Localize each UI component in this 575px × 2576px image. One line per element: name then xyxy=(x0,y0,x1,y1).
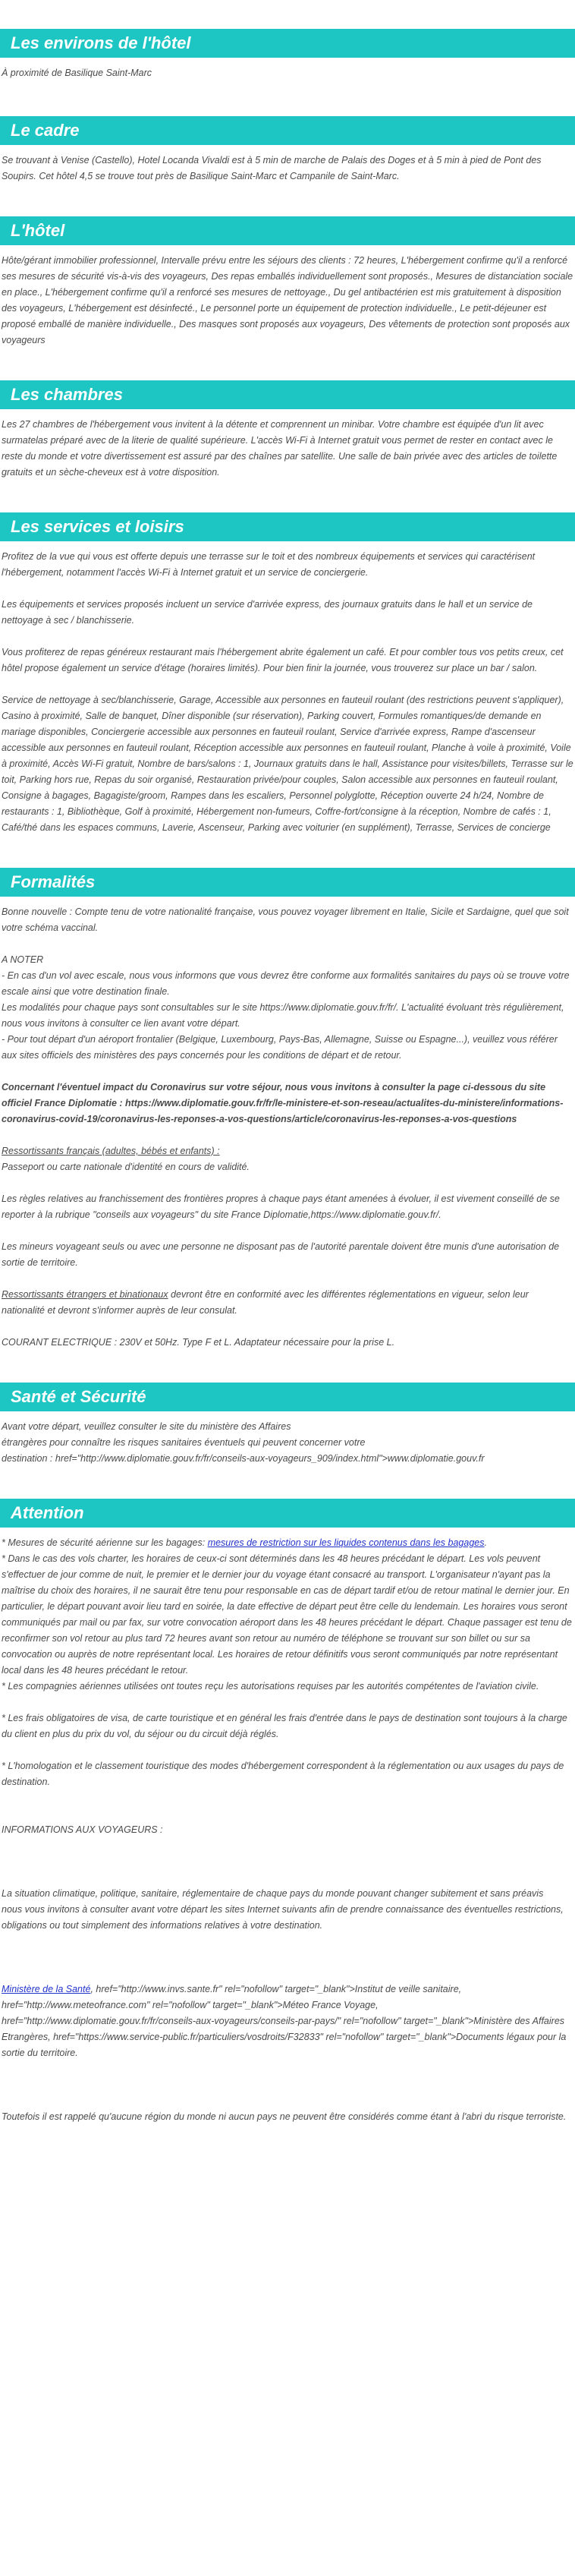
formalites-regles: Les règles relatives au franchissement des frontières propres à chaque pays étant amenées à évoluer, il est vivement conseillé de se reporter à la rubrique "conseils aux voyageurs" du site France Diplomatie,https://www.diplomatie.gouv.fr/. xyxy=(2,1193,560,1220)
spacer xyxy=(2,1838,573,1886)
section-title-formalites: Formalités xyxy=(0,868,575,897)
sante-l3: destination : href="http://www.diplomatie.gouv.fr/fr/conseils-aux-voyageurs_909/index.html">www.diplomatie.gouv.fr xyxy=(2,1453,485,1464)
formalites-ressortissants-etr: Ressortissants étrangers et binationaux xyxy=(2,1289,168,1300)
spacer xyxy=(2,2061,573,2109)
formalites-mineurs: Les mineurs voyageant seuls ou avec une personne ne disposant pas de l'autorité parentale doivent être munis d'une autorisation de sortie de territoire. xyxy=(2,1241,560,1268)
bagages-restriction-link[interactable]: mesures de restriction sur les liquides contenus dans les bagages xyxy=(207,1537,485,1548)
sante-l2: étrangères pour connaître les risques sanitaires éventuels qui peuvent concerner votre xyxy=(2,1437,366,1448)
formalites-etrangers xyxy=(2,1287,573,1319)
section-title-attention: Attention xyxy=(0,1499,575,1528)
section-attention xyxy=(0,1467,575,2125)
attention-bagages-prefix: * Mesures de sécurité aérienne sur les bagages: xyxy=(2,1537,208,1548)
section-services xyxy=(0,481,575,836)
ministere-sante-link[interactable]: Ministère de la Santé xyxy=(2,1984,91,1994)
section-chambres xyxy=(0,348,575,481)
formalites-l3: - Pour tout départ d'un aéroport frontalier (Belgique, Luxembourg, Pays-Bas, Allemagne, Suisse ou Espagne...), veuillez vous référer aux sites officiels des ministères des pays concernés pour les conditions de départ et de retour. xyxy=(2,1034,558,1061)
section-body-attention xyxy=(0,1535,575,2125)
environs-text: À proximité de Basilique Saint-Marc xyxy=(2,68,152,78)
section-body-formalites xyxy=(0,904,575,1351)
attention-compagnies: * Les compagnies aériennes utilisées ont toutes reçu les autorisations requises par les autorités compétentes de l'aviation civile. xyxy=(2,1681,539,1692)
attention-terrorisme: Toutefois il est rappelé qu'aucune région du monde ni aucun pays ne peuvent être considérés comme étant à l'abri du risque terroriste. xyxy=(2,2111,567,2122)
section-title-chambres: Les chambres xyxy=(0,380,575,409)
section-body-services xyxy=(0,549,575,836)
section-sante xyxy=(0,1351,575,1467)
attention-horaires: * Dans le cas des vols charter, les horaires de ceux-ci sont déterminés dans les 48 heures précédant le départ. Les vols peuvent s'effectuer de jour comme de nuit, le premier et le dernier jour du voyage étant consacré au transport. L'organisateur n'ayant pas la maîtrise du choix des horaires, il ne saurait être tenu pour responsable en cas de départ tardif et/ou de retour matinal le dernier jour. En particulier, le départ pouvant avoir lieu tard en soirée, la date effective de départ peut être celle du lendemain. Les horaires vous seront communiqués par mail ou par fax, sur votre convocation aéroport dans les 48 heures précédant le départ. Chaque passager est tenu de reconfirmer son vol retour au plus tard 72 heures avant son retour au numéro de téléphone se trouvant sur son billet ou sur sa convocation ou auprès de notre représentant local. Les horaires de retour définitifs vous seront communiqués par notre représentant local dans les 48 heures précédant le retour. xyxy=(2,1553,572,1676)
section-title-services: Les services et loisirs xyxy=(0,512,575,541)
section-body-hotel xyxy=(0,253,575,348)
formalites-ressortissants-fr: Ressortissants français (adultes, bébés et enfants) : xyxy=(2,1146,220,1156)
section-environs xyxy=(0,0,575,81)
section-hotel xyxy=(0,184,575,348)
attention-infos: INFORMATIONS AUX VOYAGEURS : xyxy=(2,1824,163,1835)
section-body-chambres xyxy=(0,417,575,481)
section-body-sante xyxy=(0,1419,575,1467)
section-title-hotel: L'hôtel xyxy=(0,216,575,245)
attention-ministere-rest: , href="http://www.invs.sante.fr" rel="nofollow" target="_blank">Institut de veille sanitaire, href="http://www.meteofrance.com" rel="nofollow" target="_blank">Méteo France Voyage, href="http://www.diplomatie.gouv.fr/fr/conseils-aux-voyageurs/conseils-par-pays/" rel="nofollow" target="_blank">Ministère des Affaires Etrangères, href="https://www.service-public.fr/particuliers/vosdroits/F32833" rel="nofollow" target="_blank">Documents légaux pour la sortie du territoire. xyxy=(2,1984,567,2058)
attention-ministere xyxy=(2,1982,573,2061)
attention-homologation: * L'homologation et le classement touristique des modes d'hébergement correspondent à la réglementation ou aux usages du pays de destination. xyxy=(2,1761,564,1787)
section-body-cadre xyxy=(0,153,575,184)
formalites-coronavirus: Concernant l'éventuel impact du Coronavirus sur votre séjour, nous vous invitons à consulter la page ci-dessous du site officiel France Diplomatie : https://www.diplomatie.gouv.fr/fr/le-ministere-et-son-reseau/actualites-du-ministere/informations-coronavirus-covid-19/coronavirus-les-reponses-a-vos-questions/article/coronavirus-les-reponses-a-vos-questions xyxy=(2,1082,564,1124)
formalites-a-noter: A NOTER xyxy=(2,954,44,965)
sante-l1: Avant votre départ, veuillez consulter le site du ministère des Affaires xyxy=(2,1421,291,1432)
spacer xyxy=(2,1742,573,1758)
hotel-text: Hôte/gérant immobilier professionnel, Intervalle prévu entre les séjours des clients : 72 heures, L'hébergement confirme qu'il a renforcé ses mesures de sécurité vis-à-vis des voyageurs, Des repas emballés individuellement sont proposés., Mesures de distanciation sociale en place., L'hébergement confirme qu'il a renforcé ses mesures de nettoyage., Du gel antibactérien est mis gratuitement à disposition des voyageurs, L'hébergement est désinfecté., Le personnel porte un équipement de protection individuelle., Le petit-déjeuner est proposé emballé de manière individuelle., Des masques sont proposés aux voyageurs, Des vêtements de protection sont proposés aux voyageurs xyxy=(2,255,573,345)
formalites-l2: Les modalités pour chaque pays sont consultables sur le site https://www.diplomatie.gouv.fr/fr/. L'actualité évoluant très régulièrement, nous vous invitons à consulter ce lien avant votre départ. xyxy=(2,1002,564,1029)
section-formalites xyxy=(0,836,575,1351)
section-title-cadre: Le cadre xyxy=(0,116,575,145)
formalites-p1: Bonne nouvelle : Compte tenu de votre nationalité française, vous pouvez voyager librement en Italie, Sicile et Sardaigne, quel que soit votre schéma vaccinal. xyxy=(2,906,569,933)
section-cadre xyxy=(0,81,575,184)
section-title-sante: Santé et Sécurité xyxy=(0,1383,575,1411)
services-p3: Vous profiterez de repas généreux restaurant mais l'hébergement abrite également un café. Et pour combler tous vos petits creux, cet hôtel propose également un service d'étage (horaires limités). Pour bien finir la journée, vous trouverez sur place un bar / salon. xyxy=(2,647,564,673)
section-body-environs xyxy=(0,65,575,81)
section-title-environs: Les environs de l'hôtel xyxy=(0,29,575,58)
formalites-etr-text: devront être en conformité avec les différentes réglementations en vigueur, selon leur nationalité et devront s'informer auprès de leur consulat. xyxy=(2,1289,529,1316)
attention-situation-1: La situation climatique, politique, sanitaire, réglementaire de chaque pays du monde pouvant changer subitement et sans préavis xyxy=(2,1888,544,1899)
attention-bagages-suffix: . xyxy=(484,1537,487,1548)
formalites-l1: - En cas d'un vol avec escale, nous vous informons que vous devrez être conforme aux formalités sanitaires du pays où se trouve votre escale ainsi que votre destination finale. xyxy=(2,970,570,997)
spacer xyxy=(2,1934,573,1982)
formalites-courant: COURANT ELECTRIQUE : 230V et 50Hz. Type F et L. Adaptateur nécessaire pour la prise L. xyxy=(2,1337,395,1348)
spacer xyxy=(2,1790,573,1822)
services-p1: Profitez de la vue qui vous est offerte depuis une terrasse sur le toit et des nombreux équipements et services qui caractérisent l'hébergement, notamment l'accès Wi-Fi à Internet gratuit et un service de conciergerie. xyxy=(2,551,536,578)
cadre-text: Se trouvant à Venise (Castello), Hotel Locanda Vivaldi est à 5 min de marche de Palais des Doges et à 5 min à pied de Pont des Soupirs. Cet hôtel 4,5 se trouve tout près de Basilique Saint-Marc et Campanile de Saint-Marc. xyxy=(2,155,542,181)
chambres-text: Les 27 chambres de l'hébergement vous invitent à la détente et comprennent un minibar. Votre chambre est équipée d'un lit avec surmatelas préparé avec de la literie de qualité supérieure. L'accès Wi-Fi à Internet gratuit vous permet de rester en contact avec le reste du monde et votre divertissement est assuré par des chaînes par satellite. Une salle de bain privée avec des articles de toilette gratuits et un sèche-cheveux est à votre disposition. xyxy=(2,419,558,478)
attention-situation-2: nous vous invitons à consulter avant votre départ les sites Internet suivants afin de prendre connaissance des éventuelles restrictions, obligations ou tout simplement des informations relatives à votre destination. xyxy=(2,1904,564,1931)
services-p4: Service de nettoyage à sec/blanchisserie, Garage, Accessible aux personnes en fauteuil roulant (des restrictions peuvent s'appliquer), Casino à proximité, Salle de banquet, Dîner disponible (sur réservation), Parking couvert, Formules romantiques/de demande en mariage disponibles, Conciergerie accessible aux personnes en fauteuil roulant, Service d'arrivée express, Rampe d'ascenseur accessible aux personnes en fauteuil roulant, Réception accessible aux personnes en fauteuil roulant, Planche à voile à proximité, Voile à proximité, Accès Wi-Fi gratuit, Nombre de bars/salons : 1, Journaux gratuits dans le hall, Assistance pour visites/billets, Terrasse sur le toit, Parking hors rue, Repas du soir organisé, Restauration privée/pour couples, Salon accessible aux personnes en fauteuil roulant, Consigne à bagages, Bagagiste/groom, Rampes dans les escaliers, Personnel polyglotte, Réception ouverte 24 h/24, Nombre de restaurants : 1, Bibliothèque, Golf à proximité, Hébergement non-fumeurs, Coffre-fort/consigne à la réception, Nombre de cafés : 1, Café/thé dans les espaces communs, Laverie, Ascenseur, Parking avec voiturier (en supplément), Terrasse, Services de concierge xyxy=(2,695,573,833)
attention-bagages xyxy=(2,1535,573,1551)
formalites-passeport: Passeport ou carte nationale d'identité en cours de validité. xyxy=(2,1162,250,1172)
services-p2: Les équipements et services proposés incluent un service d'arrivée express, des journaux gratuits dans le hall et un service de nettoyage à sec / blanchisserie. xyxy=(2,599,533,626)
attention-frais: * Les frais obligatoires de visa, de carte touristique et en général les frais d'entrée dans le pays de destination sont toujours à la charge du client en plus du prix du vol, du séjour ou du circuit déjà réglés. xyxy=(2,1713,567,1739)
spacer xyxy=(2,1695,573,1711)
